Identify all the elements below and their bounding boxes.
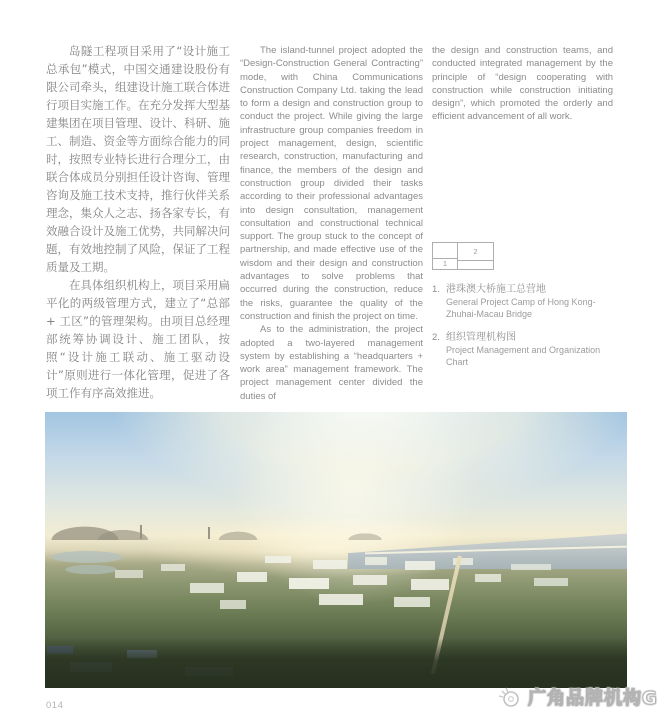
key-right-divider [458,260,493,261]
english-text-column-1 [240,44,423,403]
caption-2-number: 2. [432,332,440,343]
key-cell-1-label: 1 [442,259,448,268]
english-text-column-2 [432,44,613,124]
watermark-text: 广角品牌机构G [528,688,658,709]
caption-item-2 [432,331,614,368]
figure-layout-key [432,242,494,270]
caption-item-1 [432,283,614,320]
caption-1-chinese: 港珠澳大桥施工总营地 [446,284,546,295]
zh-paragraph-2: 在具体组织机构上，项目采用扁平化的两级管理方式，建立了“总部 + 工区”的管理架构。由项目总经理部统筹协调设计、施工团队，按照“设计施工联动、施工驱动设计”原则进行一体化管理，促进了各项工作有序高效推进。 [46,278,230,400]
en-paragraph-1: The island-tunnel project adopted the “Design-Construction General Contracting” mode, with China Communications Construction Company Ltd. taking the lead to form a design and construction group to conduct the project. While giving the large infrastructure group companies freedom in project management, design, scientific research, construction, manufacturing and finance, the members of the design and construction group divided their tasks according to their professional advantages into design consultation, management consultation and constructional technical support. The group stuck to the concept of partnership, and made effective use of the wisdom and their design and construction advantages to solve problems that occurred during the construction, reduce the risks, guarantee the quality of the construction and finish the project on time. [240,45,423,322]
en-paragraph-3: the design and construction teams, and conducted integrated management by the principle of “design cooperating with construction while construction initiating design”, which promoted the orderly and efficient advancement of all work. [432,45,613,123]
photo-foreground-vegetation [45,638,627,688]
chinese-text-column [46,42,230,402]
aerial-photo [45,412,627,688]
key-cell-2-label: 2 [473,247,478,256]
caption-1-english: General Project Camp of Hong Kong-Zhuhai-Macau Bridge [446,297,596,319]
caption-2-chinese: 组织管理机构图 [446,332,516,343]
figure-captions [432,283,614,368]
brand-watermark [497,684,658,710]
zh-paragraph-1: 岛隧工程项目采用了“设计施工总承包”模式，中国交通建设股份有限公司牵头，组建设计施工联合体进行项目实施工作。在充分发挥大型基建集团在项目管理、设计、科研、施工、制造、资金等方面综合能力的同时，按照专业特长进行合理分工，由联合体成员分别担任设计咨询、管理咨询及施工技术支持，推行伙伴关系理念，集众人之志、扬各家专长，有效融合设计及施工优势，共同解决问题，有效地控制了风险，保证了工程质量及工期。 [46,44,230,274]
page-number: 014 [46,700,64,711]
en-paragraph-2: As to the administration, the project adopted a two-layered management system by establishing a “headquarters + work area” management framework. The project management center divided the duties of [240,324,423,402]
caption-1-number: 1. [432,284,440,295]
megaphone-icon [497,684,523,710]
caption-2-english: Project Management and Organization Chart [446,345,601,367]
